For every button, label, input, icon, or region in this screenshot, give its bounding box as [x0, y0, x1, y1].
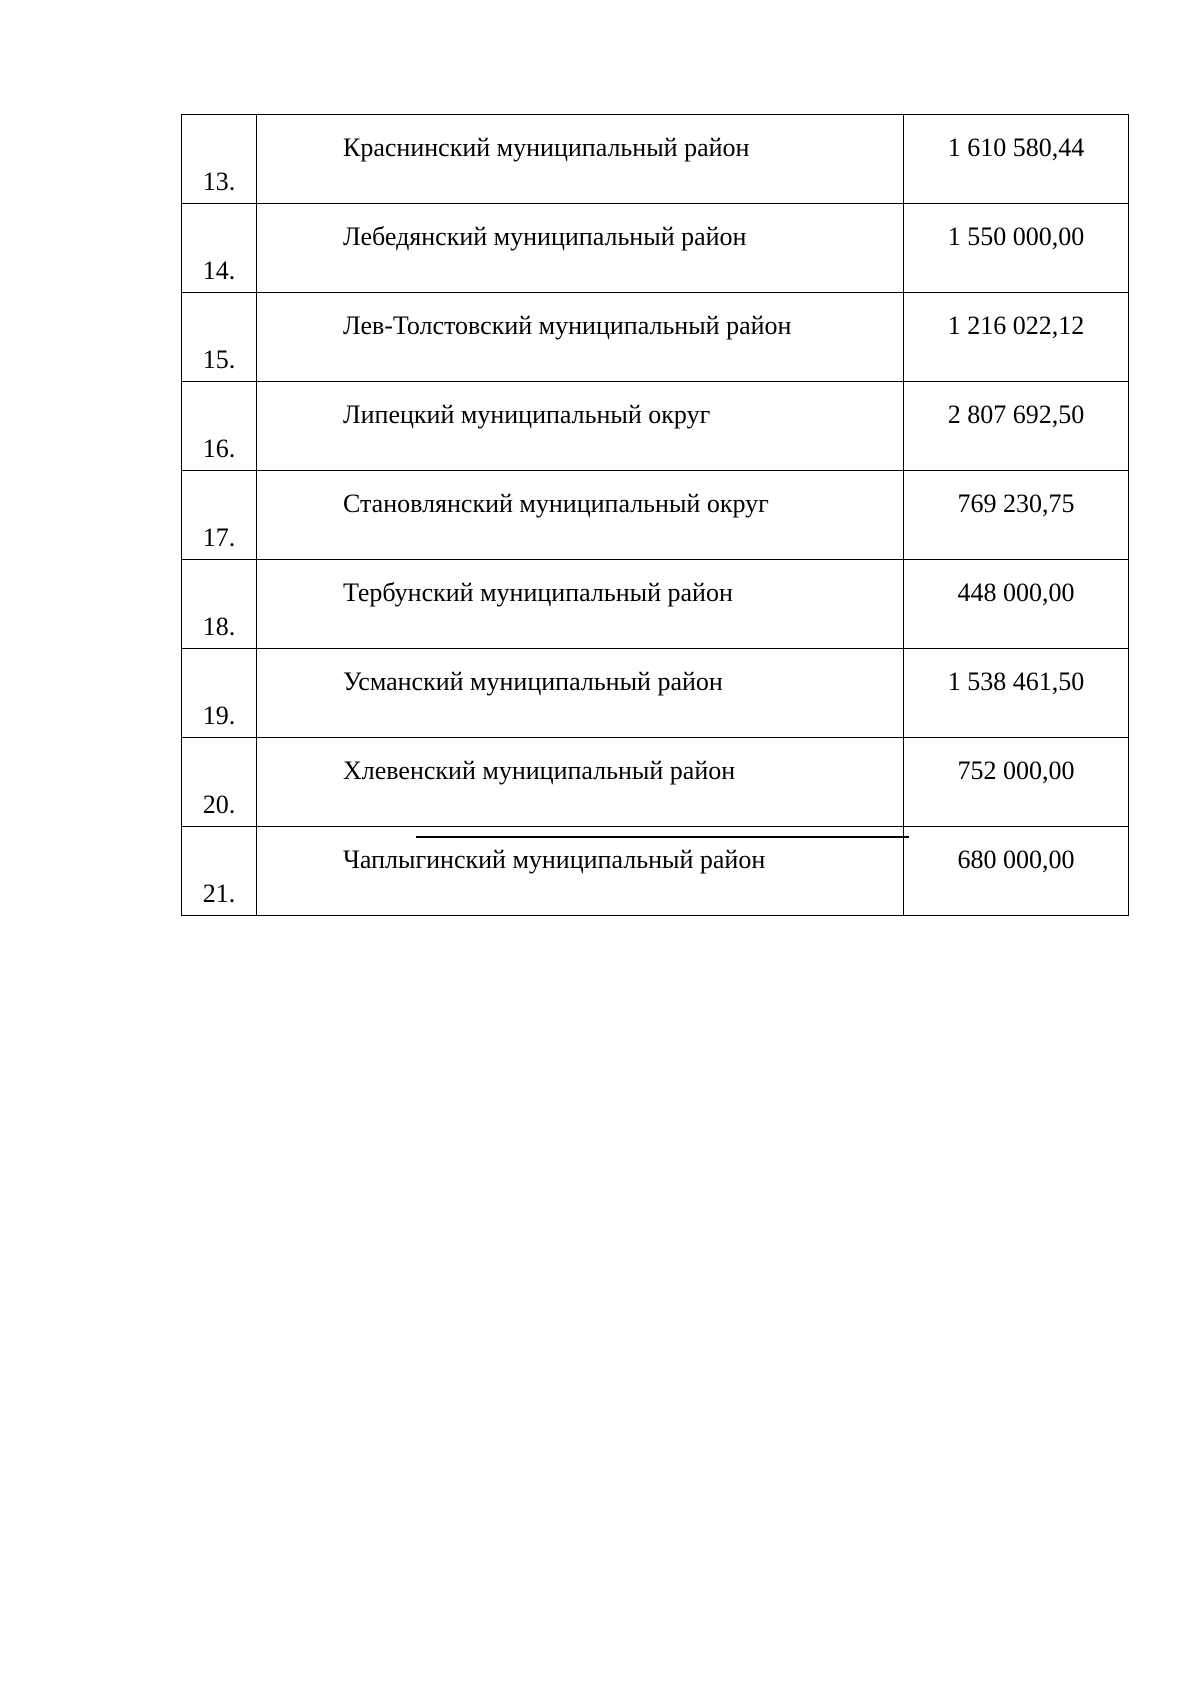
row-number: 15. [182, 293, 257, 382]
row-number: 13. [182, 115, 257, 204]
allocation-amount: 752 000,00 [904, 738, 1129, 827]
row-number: 16. [182, 382, 257, 471]
table-row [182, 560, 1129, 649]
municipality-name: Краснинский муниципальный район [257, 115, 904, 204]
table-row [182, 293, 1129, 382]
row-number: 21. [182, 827, 257, 916]
row-number: 18. [182, 560, 257, 649]
row-number: 17. [182, 471, 257, 560]
municipality-name: Липецкий муниципальный округ [257, 382, 904, 471]
table-row [182, 204, 1129, 293]
allocation-amount: 2 807 692,50 [904, 382, 1129, 471]
table-row [182, 382, 1129, 471]
table-row [182, 649, 1129, 738]
municipality-name: Усманский муниципальный район [257, 649, 904, 738]
municipality-name: Тербунский муниципальный район [257, 560, 904, 649]
municipality-name: Становлянский муниципальный округ [257, 471, 904, 560]
allocation-amount: 448 000,00 [904, 560, 1129, 649]
municipality-name: Лебедянский муниципальный район [257, 204, 904, 293]
municipality-name: Лев-Толстовский муниципальный район [257, 293, 904, 382]
allocation-amount: 1 550 000,00 [904, 204, 1129, 293]
municipality-name: Хлевенский муниципальный район [257, 738, 904, 827]
allocation-amount: 1 538 461,50 [904, 649, 1129, 738]
allocation-amount: 1 216 022,12 [904, 293, 1129, 382]
row-number: 19. [182, 649, 257, 738]
closing-divider-line [416, 836, 909, 838]
table-row [182, 738, 1129, 827]
table-row [182, 115, 1129, 204]
table-row [182, 827, 1129, 916]
allocation-amount: 1 610 580,44 [904, 115, 1129, 204]
row-number: 14. [182, 204, 257, 293]
allocation-amount: 680 000,00 [904, 827, 1129, 916]
allocation-amount: 769 230,75 [904, 471, 1129, 560]
municipal-allocation-table [181, 114, 1129, 916]
table-row [182, 471, 1129, 560]
municipality-name: Чаплыгинский муниципальный район [257, 827, 904, 916]
row-number: 20. [182, 738, 257, 827]
